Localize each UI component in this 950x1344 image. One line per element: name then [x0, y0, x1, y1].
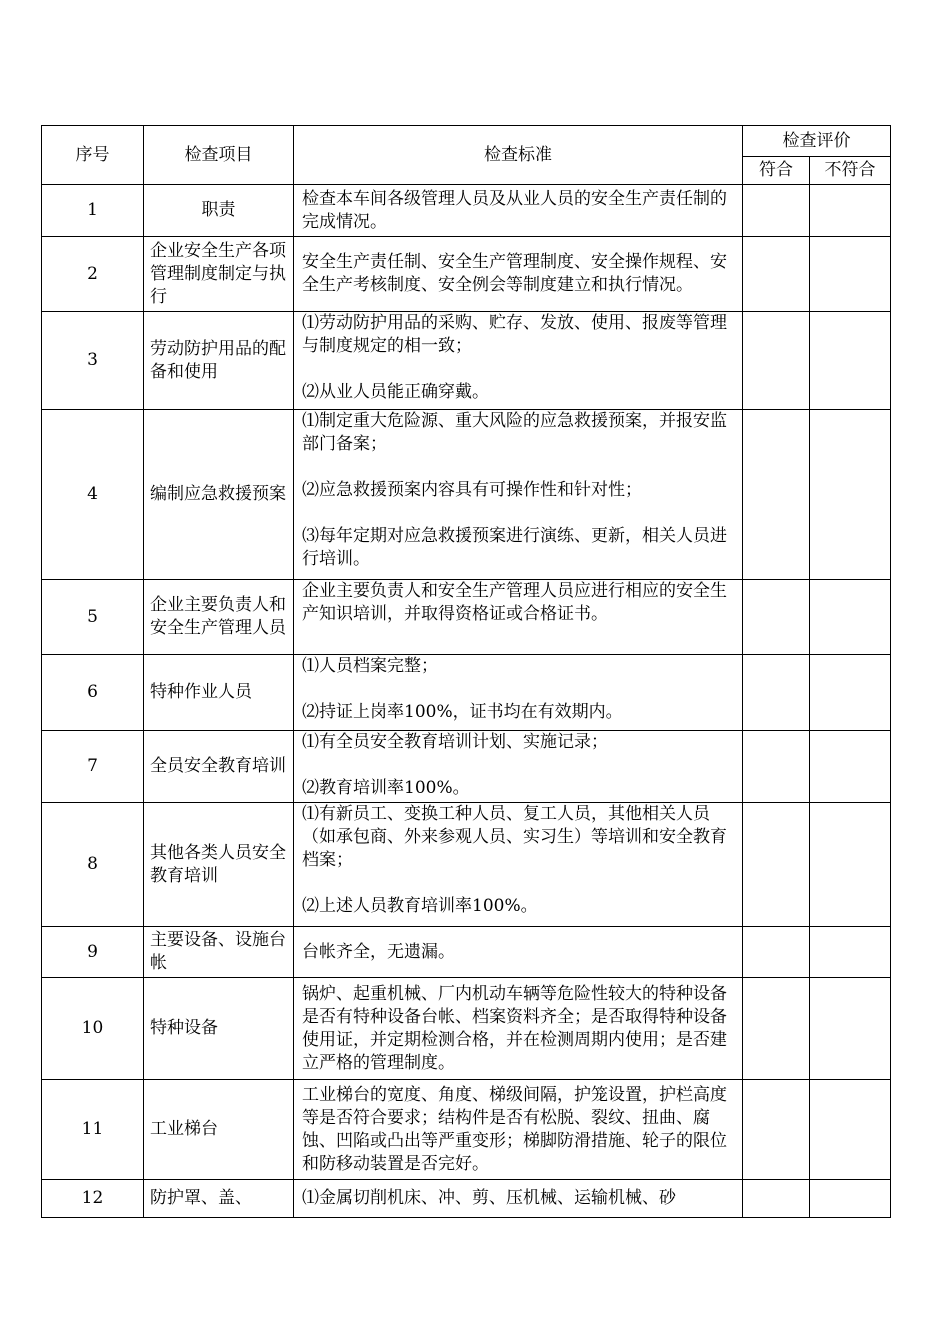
header-evaluation: 检查评价 — [743, 126, 891, 157]
nonconform-cell[interactable] — [810, 1180, 891, 1218]
row-seq: 10 — [42, 978, 144, 1080]
nonconform-cell[interactable] — [810, 927, 891, 978]
header-seq: 序号 — [42, 126, 144, 185]
row-seq: 8 — [42, 803, 144, 927]
header-standard: 检查标准 — [294, 126, 743, 185]
nonconform-cell[interactable] — [810, 1080, 891, 1180]
row-seq: 12 — [42, 1180, 144, 1218]
row-standard — [294, 185, 743, 237]
table-row — [42, 410, 891, 580]
standard-line: 企业主要负责人和安全生产管理人员应进行相应的安全生产知识培训，并取得资格证或合格证书。 — [302, 581, 727, 624]
header-conform: 符合 — [743, 157, 810, 185]
nonconform-cell[interactable] — [810, 580, 891, 655]
table-row — [42, 803, 891, 927]
row-item: 特种作业人员 — [144, 655, 294, 731]
conform-cell[interactable] — [743, 803, 810, 927]
table-row — [42, 237, 891, 312]
conform-cell[interactable] — [743, 580, 810, 655]
row-standard — [294, 410, 743, 580]
conform-cell[interactable] — [743, 1180, 810, 1218]
standard-line: ⑴金属切削机床、冲、剪、压机械、运输机械、砂 — [302, 1188, 676, 1208]
standard-line: ⑵上述人员教育培训率100%。 — [302, 896, 538, 916]
standard-line: ⑵从业人员能正确穿戴。 — [302, 382, 489, 402]
standard-line: ⑴劳动防护用品的采购、贮存、发放、使用、报废等管理与制度规定的相一致； — [302, 313, 727, 356]
nonconform-cell[interactable] — [810, 185, 891, 237]
conform-cell[interactable] — [743, 978, 810, 1080]
row-item: 编制应急救援预案 — [144, 410, 294, 580]
conform-cell[interactable] — [743, 237, 810, 312]
nonconform-cell[interactable] — [810, 312, 891, 410]
row-seq: 3 — [42, 312, 144, 410]
standard-line: 安全生产责任制、安全生产管理制度、安全操作规程、安全生产考核制度、安全例会等制度建立和执行情况。 — [302, 252, 727, 295]
row-standard — [294, 580, 743, 655]
row-seq: 2 — [42, 237, 144, 312]
conform-cell[interactable] — [743, 312, 810, 410]
standard-line: ⑴人员档案完整； — [302, 656, 438, 676]
standard-line: ⑵应急救援预案内容具有可操作性和针对性； — [302, 480, 642, 500]
table-row — [42, 185, 891, 237]
standard-line: 检查本车间各级管理人员及从业人员的安全生产责任制的完成情况。 — [302, 188, 727, 232]
row-item: 企业主要负责人和安全生产管理人员 — [144, 580, 294, 655]
row-item: 劳动防护用品的配备和使用 — [144, 312, 294, 410]
row-standard — [294, 1180, 743, 1218]
table-row — [42, 1180, 891, 1218]
table-row — [42, 580, 891, 655]
row-seq: 1 — [42, 185, 144, 237]
row-item: 特种设备 — [144, 978, 294, 1080]
row-seq: 9 — [42, 927, 144, 978]
row-seq: 4 — [42, 410, 144, 580]
table-row — [42, 312, 891, 410]
row-standard — [294, 655, 743, 731]
nonconform-cell[interactable] — [810, 731, 891, 803]
row-item: 主要设备、设施台帐 — [144, 927, 294, 978]
header-nonconform: 不符合 — [810, 157, 891, 185]
row-item: 工业梯台 — [144, 1080, 294, 1180]
row-item: 其他各类人员安全教育培训 — [144, 803, 294, 927]
standard-line: 台帐齐全，无遗漏。 — [302, 941, 455, 962]
row-standard — [294, 1080, 743, 1180]
row-seq: 11 — [42, 1080, 144, 1180]
inspection-table — [41, 125, 891, 1218]
standard-line: 工业梯台的宽度、角度、梯级间隔，护笼设置，护栏高度等是否符合要求；结构件是否有松脱、裂纹、扭曲、腐蚀、凹陷或凸出等严重变形；梯脚防滑措施、轮子的限位和防移动装置是否完好。 — [302, 1084, 727, 1174]
standard-line: 锅炉、起重机械、厂内机动车辆等危险性较大的特种设备是否有特种设备台帐、档案资料齐全；是否取得特种设备使用证，并定期检测合格，并在检测周期内使用；是否建立严格的管理制度。 — [302, 983, 727, 1073]
row-standard — [294, 237, 743, 312]
conform-cell[interactable] — [743, 655, 810, 731]
nonconform-cell[interactable] — [810, 237, 891, 312]
conform-cell[interactable] — [743, 731, 810, 803]
nonconform-cell[interactable] — [810, 410, 891, 580]
standard-line: ⑴制定重大危险源、重大风险的应急救援预案，并报安监部门备案； — [302, 411, 727, 454]
standard-line: ⑵持证上岗率100%，证书均在有效期内。 — [302, 702, 623, 722]
row-standard — [294, 927, 743, 978]
row-seq: 6 — [42, 655, 144, 731]
row-seq: 5 — [42, 580, 144, 655]
standard-line: ⑶每年定期对应急救援预案进行演练、更新，相关人员进行培训。 — [302, 526, 727, 569]
nonconform-cell[interactable] — [810, 655, 891, 731]
row-item: 企业安全生产各项管理制度制定与执行 — [144, 237, 294, 312]
conform-cell[interactable] — [743, 185, 810, 237]
table-row — [42, 655, 891, 731]
row-item: 职责 — [144, 185, 294, 237]
standard-line: ⑴有全员安全教育培训计划、实施记录； — [302, 732, 608, 752]
row-item: 防护罩、盖、 — [144, 1180, 294, 1218]
nonconform-cell[interactable] — [810, 978, 891, 1080]
table-row — [42, 731, 891, 803]
row-item: 全员安全教育培训 — [144, 731, 294, 803]
table-row — [42, 1080, 891, 1180]
row-seq: 7 — [42, 731, 144, 803]
row-standard — [294, 978, 743, 1080]
conform-cell[interactable] — [743, 1080, 810, 1180]
conform-cell[interactable] — [743, 410, 810, 580]
table-row — [42, 978, 891, 1080]
nonconform-cell[interactable] — [810, 803, 891, 927]
table-row — [42, 927, 891, 978]
row-standard — [294, 803, 743, 927]
standard-line: ⑴有新员工、变换工种人员、复工人员，其他相关人员（如承包商、外来参观人员、实习生）等培训和安全教育档案； — [302, 804, 727, 870]
conform-cell[interactable] — [743, 927, 810, 978]
row-standard — [294, 731, 743, 803]
header-item: 检查项目 — [144, 126, 294, 185]
standard-line: ⑵教育培训率100%。 — [302, 778, 470, 798]
row-standard — [294, 312, 743, 410]
